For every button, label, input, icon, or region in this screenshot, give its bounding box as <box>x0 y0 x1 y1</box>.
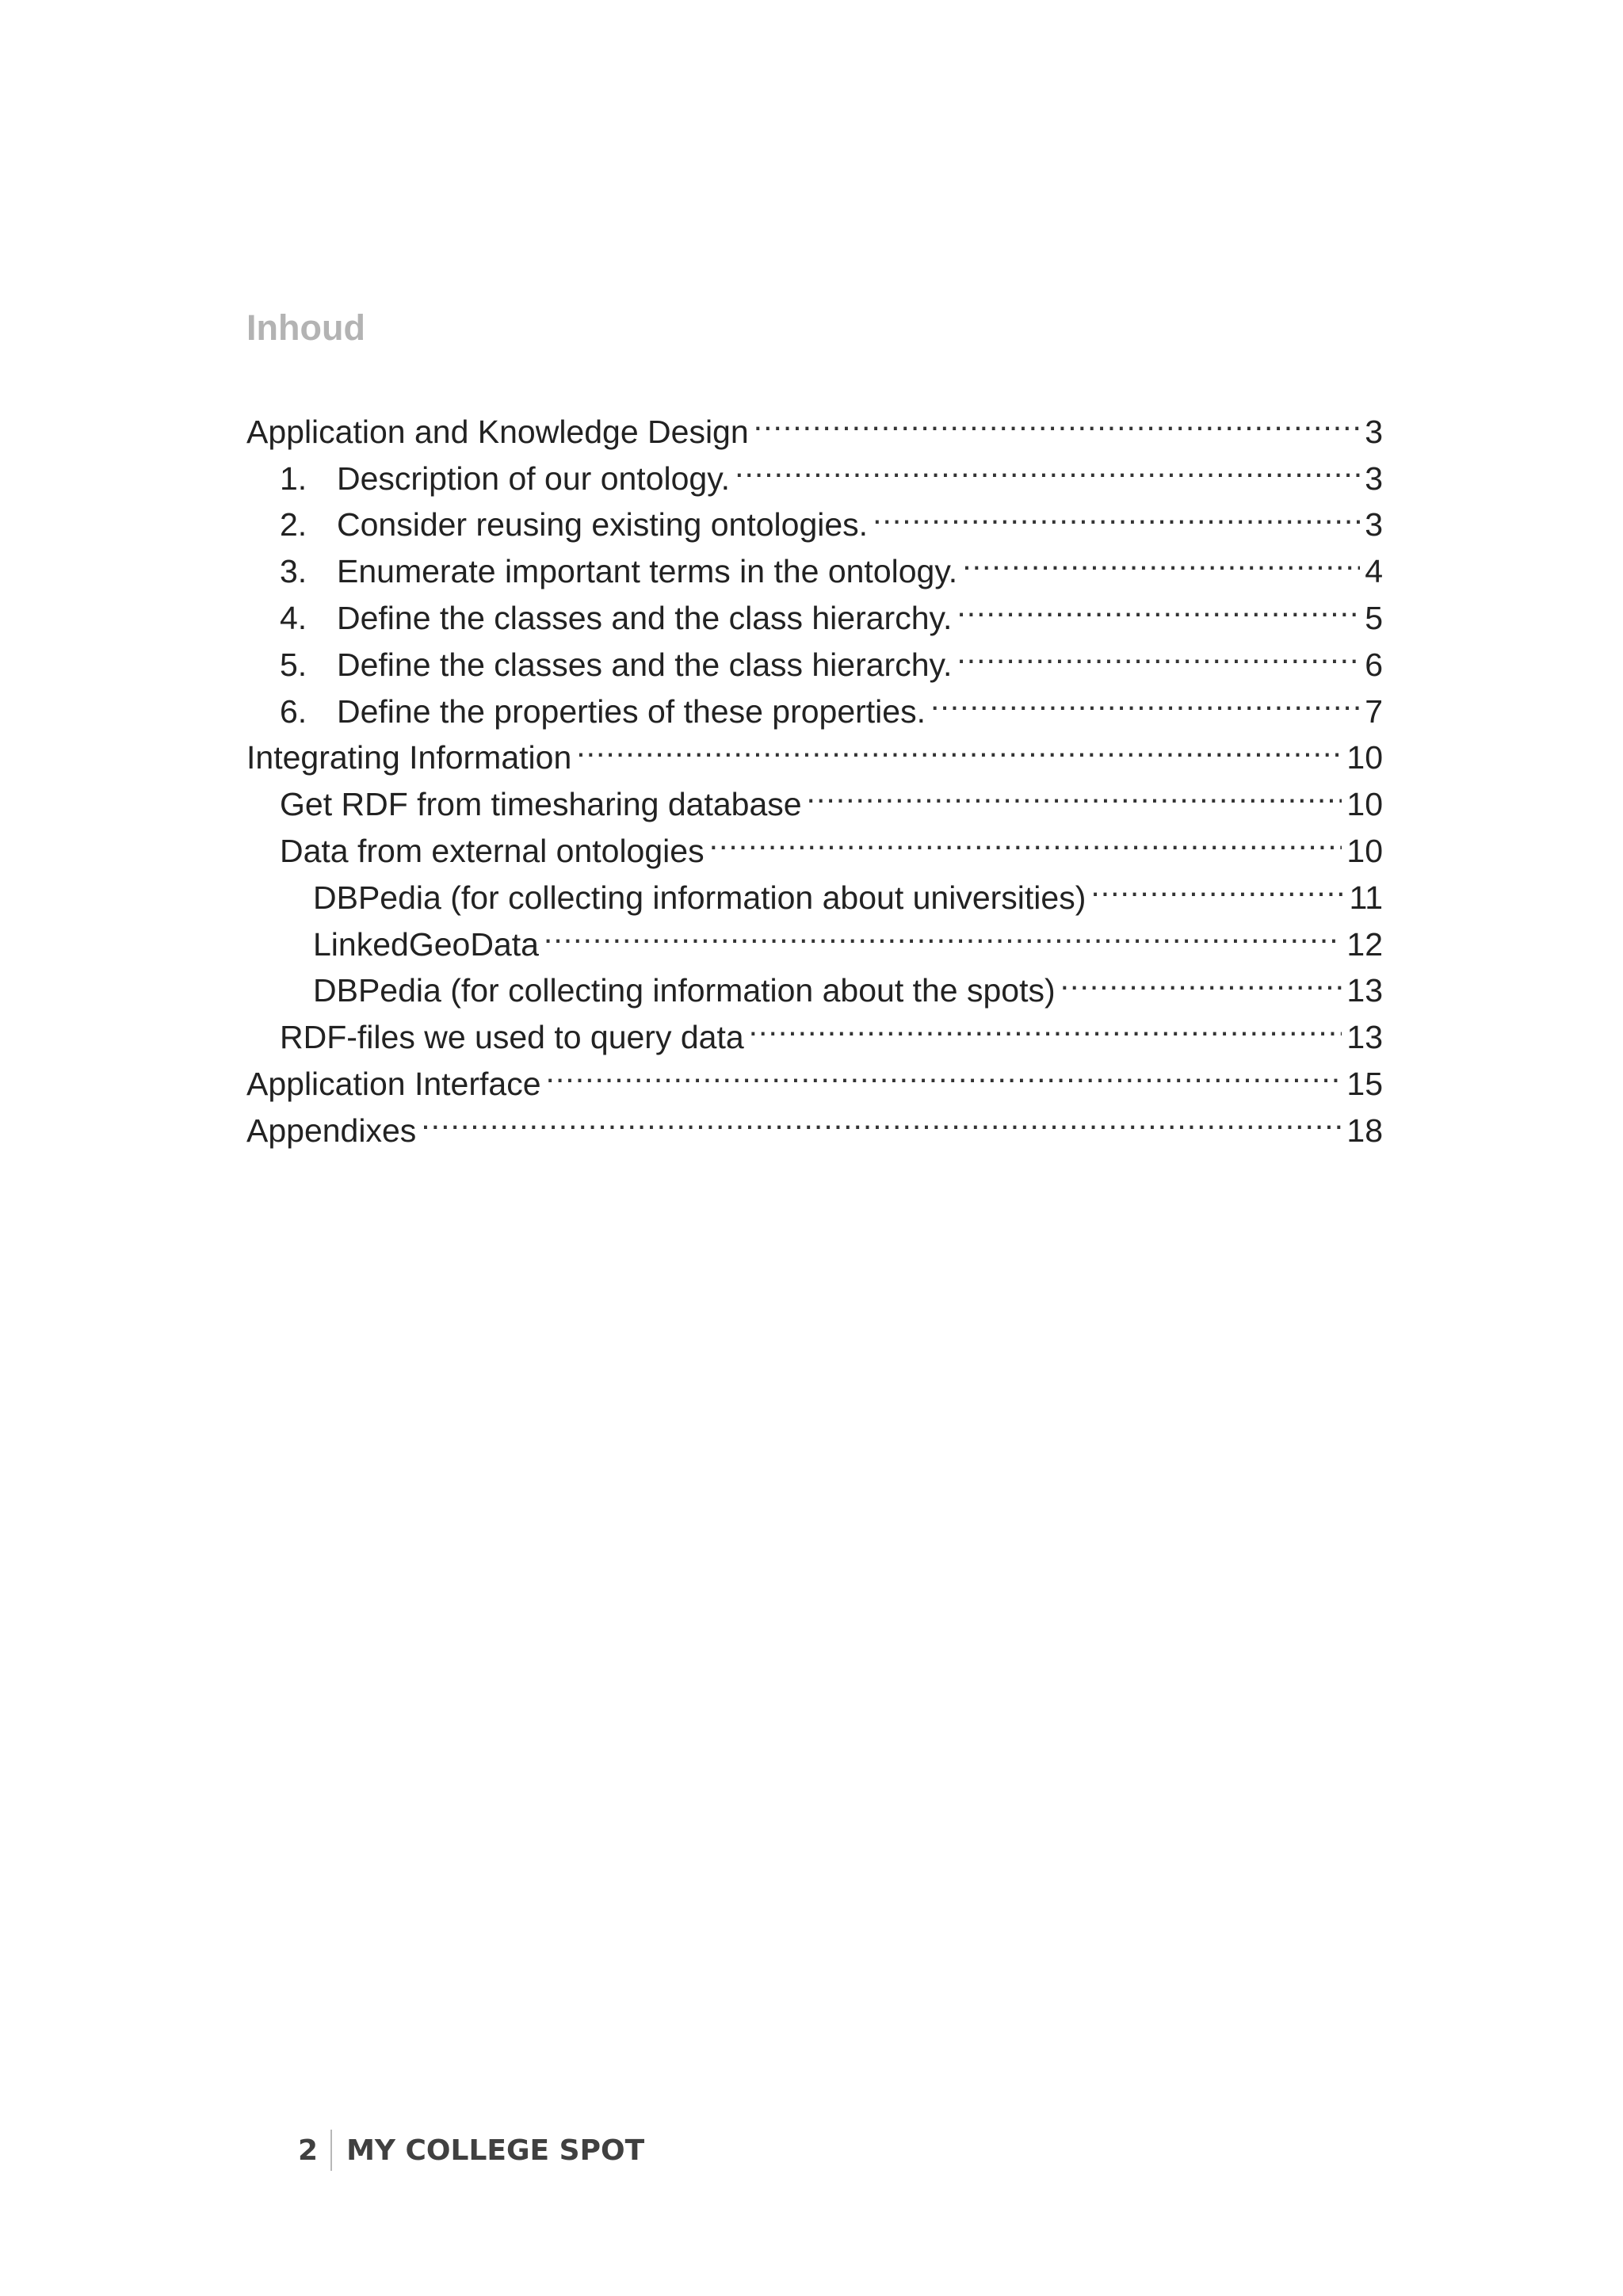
toc-entry-title: Application Interface <box>246 1065 541 1102</box>
toc-dot-leader <box>1060 955 1342 1002</box>
toc-dot-leader <box>421 1095 1342 1142</box>
toc-dot-leader <box>754 396 1361 443</box>
toc-dot-leader <box>807 769 1342 815</box>
toc-dot-leader <box>962 536 1360 582</box>
toc-entry-title: Appendixes <box>246 1112 417 1149</box>
toc-dot-leader <box>546 1048 1342 1095</box>
toc-entry-number: 3. <box>280 553 307 590</box>
toc-entry-page-number: 13 <box>1346 1019 1383 1056</box>
toc-entry-page-number: 18 <box>1346 1112 1383 1149</box>
toc-heading: Inhoud <box>246 307 365 348</box>
toc-entry-number: 2. <box>280 506 307 543</box>
toc-entry-page-number: 10 <box>1346 786 1383 823</box>
toc-entry-title: Define the classes and the class hierarchy. <box>337 599 953 636</box>
footer-page-number: 2 <box>298 2134 319 2167</box>
toc-entry-title: Consider reusing existing ontologies. <box>337 506 869 543</box>
toc-entry-page-number: 4 <box>1365 553 1383 590</box>
toc-entry-title: Define the classes and the class hierarchy. <box>337 646 953 683</box>
toc-entry-title: RDF-files we used to query data <box>280 1019 744 1056</box>
toc-dot-leader <box>709 815 1342 862</box>
toc-dot-leader <box>957 582 1360 629</box>
toc-entry-title: Application and Knowledge Design <box>246 413 749 450</box>
toc-entry-title: Enumerate important terms in the ontology. <box>337 553 958 590</box>
toc-entry-title: Data from external ontologies <box>280 832 705 869</box>
toc-entry-page-number: 3 <box>1365 413 1383 450</box>
toc-entry-page-number: 6 <box>1365 646 1383 683</box>
toc-dot-leader <box>735 443 1360 490</box>
toc-entry-page-number: 15 <box>1346 1065 1383 1102</box>
toc-entry-title: Integrating Information <box>246 739 572 776</box>
toc-entry-number: 1. <box>280 460 307 497</box>
toc-entry-title: Define the properties of these properties. <box>337 692 926 730</box>
page-footer <box>298 2130 644 2171</box>
toc-entry-page-number: 10 <box>1346 739 1383 776</box>
toc-entry-number: 5. <box>280 646 307 683</box>
toc-dot-leader <box>544 909 1342 955</box>
toc-entry-page-number: 7 <box>1365 692 1383 730</box>
toc-entry-title: Description of our ontology. <box>337 460 731 497</box>
toc-entry-page-number: 5 <box>1365 599 1383 636</box>
toc-entry-page-number: 3 <box>1365 460 1383 497</box>
toc-entry-title: LinkedGeoData <box>313 925 539 963</box>
toc-entry-page-number: 11 <box>1349 879 1383 916</box>
toc-entry[interactable] <box>246 396 1383 450</box>
toc-dot-leader <box>930 676 1360 723</box>
footer-title: MY COLLEGE SPOT <box>346 2134 645 2167</box>
toc-entry-page-number: 12 <box>1346 925 1383 963</box>
toc-dot-leader <box>873 490 1360 536</box>
toc-entry-page-number: 13 <box>1346 972 1383 1009</box>
toc-entry-number: 6. <box>280 692 307 730</box>
toc-entry-page-number: 3 <box>1365 506 1383 543</box>
table-of-contents <box>246 396 1383 1149</box>
toc-entry-page-number: 10 <box>1346 832 1383 869</box>
toc-entry-title: Get RDF from timesharing database <box>280 786 802 823</box>
toc-dot-leader <box>957 629 1360 676</box>
footer-divider <box>330 2130 332 2171</box>
toc-entry-title: DBPedia (for collecting information about the spots) <box>313 972 1056 1009</box>
toc-entry-number: 4. <box>280 599 307 636</box>
toc-dot-leader <box>576 723 1342 769</box>
toc-entry-title: DBPedia (for collecting information about universities) <box>313 879 1086 916</box>
toc-dot-leader <box>749 1001 1342 1048</box>
toc-dot-leader <box>1090 862 1344 909</box>
